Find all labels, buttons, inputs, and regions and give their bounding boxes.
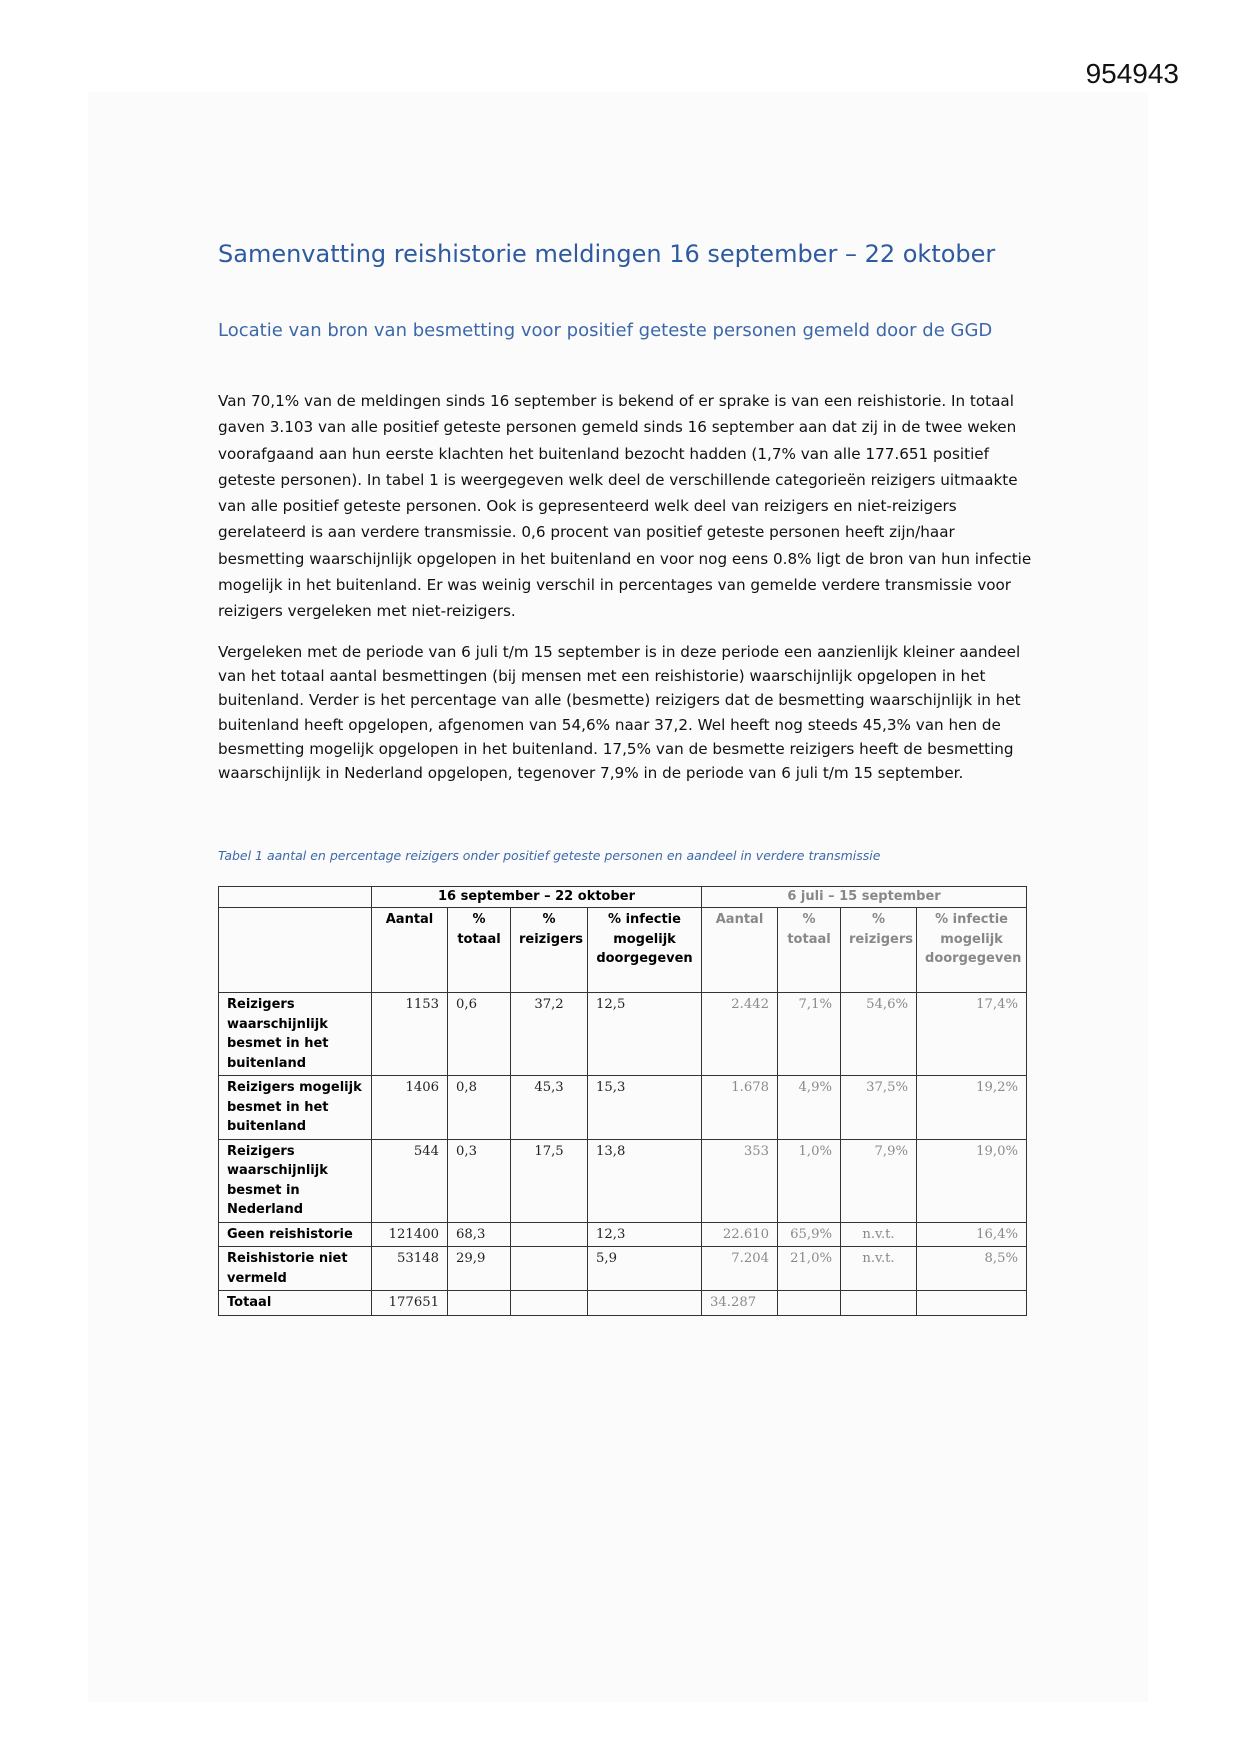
cell-pct-infectie-prev xyxy=(917,1291,1027,1316)
header-period-2: 6 juli – 15 september xyxy=(702,887,1027,908)
header-pct-infectie: % infectie mogelijk doorgegeven xyxy=(917,908,1027,993)
cell-aantal-prev: 7.204 xyxy=(702,1247,778,1291)
cell-aantal-prev: 1.678 xyxy=(702,1076,778,1140)
cell-aantal: 544 xyxy=(372,1139,448,1222)
cell-pct-reizigers: 37,2 xyxy=(511,993,588,1076)
row-label: Geen reishistorie xyxy=(219,1222,372,1247)
cell-pct-infectie-prev: 19,0% xyxy=(917,1139,1027,1222)
header-empty xyxy=(219,908,372,993)
cell-pct-reizigers xyxy=(511,1222,588,1247)
cell-aantal-prev: 22.610 xyxy=(702,1222,778,1247)
table-row-total xyxy=(219,1291,1027,1316)
section-subtitle: Locatie van bron van besmetting voor positief geteste personen gemeld door de GGD xyxy=(218,320,993,341)
cell-pct-totaal: 68,3 xyxy=(448,1222,511,1247)
page-title: Samenvatting reishistorie meldingen 16 september – 22 oktober xyxy=(218,240,996,268)
header-pct-reizigers: % reizigers xyxy=(841,908,917,993)
cell-pct-totaal-prev: 7,1% xyxy=(778,993,841,1076)
header-pct-infectie: % infectie mogelijk doorgegeven xyxy=(588,908,702,993)
header-empty xyxy=(219,887,372,908)
cell-pct-reizigers xyxy=(511,1247,588,1291)
cell-pct-totaal: 29,9 xyxy=(448,1247,511,1291)
cell-pct-reizigers: 45,3 xyxy=(511,1076,588,1140)
header-period-1: 16 september – 22 oktober xyxy=(372,887,702,908)
table-row xyxy=(219,1222,1027,1247)
cell-pct-infectie: 13,8 xyxy=(588,1139,702,1222)
row-label: Reizigers mogelijk besmet in het buitenland xyxy=(219,1076,372,1140)
travel-history-table xyxy=(218,886,1027,1316)
cell-pct-infectie-prev: 19,2% xyxy=(917,1076,1027,1140)
cell-pct-totaal xyxy=(448,1291,511,1316)
cell-pct-infectie xyxy=(588,1291,702,1316)
cell-pct-totaal: 0,6 xyxy=(448,993,511,1076)
header-pct-totaal: % totaal xyxy=(448,908,511,993)
cell-pct-infectie-prev: 16,4% xyxy=(917,1222,1027,1247)
row-label: Reishistorie niet vermeld xyxy=(219,1247,372,1291)
header-pct-totaal: % totaal xyxy=(778,908,841,993)
header-row-columns xyxy=(219,908,1027,993)
cell-pct-reizigers-prev: n.v.t. xyxy=(841,1222,917,1247)
cell-pct-totaal-prev: 4,9% xyxy=(778,1076,841,1140)
cell-pct-infectie: 5,9 xyxy=(588,1247,702,1291)
cell-pct-reizigers-prev: 54,6% xyxy=(841,993,917,1076)
table-row xyxy=(219,993,1027,1076)
cell-pct-totaal: 0,3 xyxy=(448,1139,511,1222)
row-label: Reizigers waarschijnlijk besmet in het buitenland xyxy=(219,993,372,1076)
cell-pct-infectie-prev: 17,4% xyxy=(917,993,1027,1076)
header-aantal: Aantal xyxy=(372,908,448,993)
paragraph-1: Van 70,1% van de meldingen sinds 16 september is bekend of er sprake is van een reishistorie. In totaal gaven 3.103 van alle positief geteste personen gemeld sinds 16 september aan dat zij in de twee weken voorafgaand aan hun eerste klachten het buitenland bezocht hadden (1,7% van alle 177.651 positief geteste personen). In tabel 1 is weergegeven welk deel de verschillende categorieën reizigers uitmaakte van alle positief geteste personen. Ook is gepresenteerd welk deel van reizigers en niet-reizigers gerelateerd is aan verdere transmissie. 0,6 procent van positief geteste personen heeft zijn/haar besmetting waarschijnlijk opgelopen in het buitenland en voor nog eens 0.8% ligt de bron van hun infectie mogelijk in het buitenland. Er was weinig verschil in percentages van gemelde verdere transmissie voor reizigers vergeleken met niet-reizigers. xyxy=(218,392,1032,621)
cell-pct-reizigers-prev: n.v.t. xyxy=(841,1247,917,1291)
cell-pct-reizigers: 17,5 xyxy=(511,1139,588,1222)
header-pct-reizigers: % reizigers xyxy=(511,908,588,993)
cell-pct-totaal: 0,8 xyxy=(448,1076,511,1140)
table-row xyxy=(219,1139,1027,1222)
paragraph-2: Vergeleken met de periode van 6 juli t/m 15 september is in deze periode een aanzienlijk kleiner aandeel van het totaal aantal besmettingen (bij mensen met een reishistorie) waarschijnlijk opgelopen in het buitenland. Verder is het percentage van alle (besmette) reizigers dat de besmetting waarschijnlijk in het buitenland heeft opgelopen, afgenomen van 54,6% naar 37,2. Wel heeft nog steeds 45,3% van hen de besmetting mogelijk opgelopen in het buitenland. 17,5% van de besmette reizigers heeft de besmetting waarschijnlijk in Nederland opgelopen, tegenover 7,9% in de periode van 6 juli t/m 15 september. xyxy=(218,643,1021,783)
cell-pct-totaal-prev: 65,9% xyxy=(778,1222,841,1247)
cell-pct-reizigers-prev: 37,5% xyxy=(841,1076,917,1140)
cell-pct-infectie: 15,3 xyxy=(588,1076,702,1140)
cell-aantal-prev: 34.287 xyxy=(702,1291,778,1316)
table-caption: Tabel 1 aantal en percentage reizigers onder positief geteste personen en aandeel in verdere transmissie xyxy=(218,848,881,863)
cell-aantal: 53148 xyxy=(372,1247,448,1291)
row-label: Totaal xyxy=(219,1291,372,1316)
cell-pct-reizigers xyxy=(511,1291,588,1316)
header-row-periods xyxy=(219,887,1027,908)
cell-pct-totaal-prev: 1,0% xyxy=(778,1139,841,1222)
document-id: 954943 xyxy=(1085,58,1179,89)
cell-pct-infectie: 12,5 xyxy=(588,993,702,1076)
cell-aantal: 177651 xyxy=(372,1291,448,1316)
cell-aantal-prev: 2.442 xyxy=(702,993,778,1076)
cell-pct-infectie: 12,3 xyxy=(588,1222,702,1247)
cell-aantal: 1153 xyxy=(372,993,448,1076)
row-label: Reizigers waarschijnlijk besmet in Nederland xyxy=(219,1139,372,1222)
cell-aantal-prev: 353 xyxy=(702,1139,778,1222)
cell-pct-totaal-prev: 21,0% xyxy=(778,1247,841,1291)
cell-aantal: 121400 xyxy=(372,1222,448,1247)
cell-pct-infectie-prev: 8,5% xyxy=(917,1247,1027,1291)
cell-aantal: 1406 xyxy=(372,1076,448,1140)
cell-pct-reizigers-prev: 7,9% xyxy=(841,1139,917,1222)
table-row xyxy=(219,1247,1027,1291)
header-aantal: Aantal xyxy=(702,908,778,993)
cell-pct-reizigers-prev xyxy=(841,1291,917,1316)
cell-pct-totaal-prev xyxy=(778,1291,841,1316)
table-row xyxy=(219,1076,1027,1140)
